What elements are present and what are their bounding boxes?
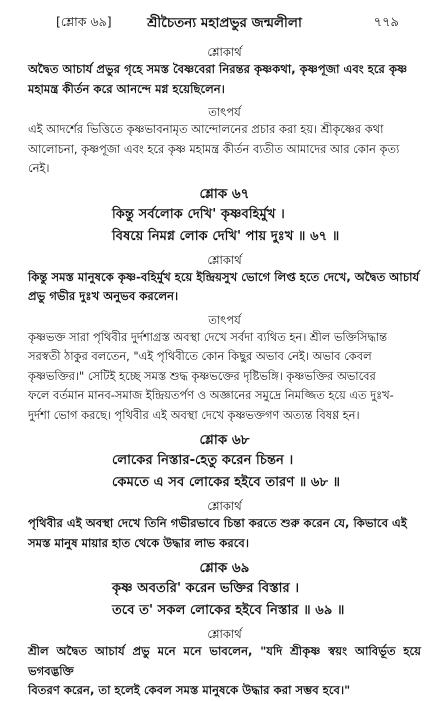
translation-line: মহামন্ত্র কীর্তন করে আনন্দে মগ্ন হয়েছিলেন।	[28, 81, 225, 96]
section-label: শ্লোকার্থ	[207, 627, 242, 641]
purport-line: কৃষ্ণভক্ত সারা পৃথিবীর দুর্দশাগ্রস্ত অবস্থা দেখে সর্বদা ব্যথিত হন। শ্রীল ভক্তিসিদ্ধান্ত	[28, 329, 387, 344]
section-label: শ্লোক ৬৯	[199, 560, 250, 576]
purport-line: ফলে বর্তমান মানব-সমাজ ইন্দ্রিয়তর্পণ ও অজ্ঞানের সমুদ্রে নিমজ্জিত হয়ে এত দুঃখ-	[28, 388, 394, 402]
section-label: শ্লোকার্থ	[207, 45, 242, 59]
verse-line: কেমতে এ সব লোকের হইবে তারণ ॥ ৬৮ ॥	[112, 475, 341, 490]
section-label: তাৎপর্য	[208, 105, 241, 119]
section-label: শ্লোকার্থ	[207, 252, 242, 267]
translation-line: বিতরণ করেন, তা হলেই কেবল সমস্ত মানুষকে উদ্ধার করা সম্ভব হবে।"	[28, 683, 351, 697]
section-label: শ্লোকার্থ	[207, 499, 242, 513]
translation-line: প্রভু গভীর দুঃখ অনুভব করলেন।	[28, 289, 179, 303]
purport-line: নেই।	[28, 161, 50, 175]
translation-line: শ্রীল অদ্বৈত আচার্য প্রভু মনে মনে ভাবলেন, "যদি শ্রীকৃষ্ণ স্বয়ং আবির্ভূত হয়ে ভগবদ্ভক্তি	[28, 644, 421, 678]
translation-line: সমস্ত মানুষ মায়ার হাত থেকে উদ্ধার লাভ করবে।	[28, 535, 249, 550]
page-content	[28, 44, 421, 701]
purport-line: সরস্বতী ঠাকুর বলতেন, "এই পৃথিবীতে কোন কিছুর অভাব নেই। অভাব কেবল	[28, 349, 372, 363]
purport-line: এই আদর্শের ভিত্তিতে কৃষ্ণভাবনামৃত আন্দোলনের প্রচার করা হয়। শ্রীকৃষ্ণের কথা	[28, 122, 384, 136]
section-label: শ্লোক ৬৭	[199, 185, 250, 202]
purport-line: কৃষ্ণভক্তির।" সেটিই হচ্ছে সমস্ত শুদ্ধ কৃষ্ণভক্তের দৃষ্টিভঙ্গি। কৃষ্ণভক্তির অভাবের	[28, 368, 376, 383]
purport-line: দুর্দশা ভোগ করছে। পৃথিবীর এই অবস্থা দেখে কৃষ্ণভক্তগণ অত্যন্ত বিষণ্ণ হন।	[28, 407, 360, 422]
translation-line: অদ্বৈত আচার্য প্রভুর গৃহে সমস্ত বৈষ্ণবেরা নিরন্তর কৃষ্ণকথা, কৃষ্ণপূজা এবং হরে কৃষ্ণ	[28, 62, 408, 76]
section-label: তাৎপর্য	[208, 312, 241, 327]
translation-line: পৃথিবীর এই অবস্থা দেখে তিনি গভীরভাবে চিন্তা করতে শুরু করেন যে, কিভাবে এই	[28, 516, 407, 530]
verse-line: তবে ত' সকল লোকের হইবে নিস্তার ॥ ৬৯ ॥	[112, 603, 345, 618]
header-title: শ্রীচৈতন্য মহাপ্রভুর জন্মলীলা	[147, 15, 302, 31]
verse-line: বিষয়ে নিমগ্ন লোক দেখি' পায় দুঃখ ॥ ৬৭ ॥	[112, 228, 340, 244]
page-number: ৭৭৯	[373, 15, 399, 30]
verse-line: কৃষ্ণ অবতরি' করেন ভক্তির বিস্তার ।	[112, 581, 300, 596]
translation-line: কিন্তু সমস্ত মানুষকে কৃষ্ণ-বহির্মুখ হয়ে ইন্দ্রিয়সুখ ভোগে লিপ্ত হতে দেখে, অদ্বৈত আচার্য	[28, 269, 420, 284]
header-verse-ref: [শ্লোক ৬৯]	[56, 14, 112, 29]
verse-line: লোকের নিস্তার-হেতু করেন চিন্তন ।	[112, 453, 294, 468]
verse-line: কিন্তু সর্বলোক দেখি' কৃষ্ণবহির্মুখ ।	[112, 206, 285, 222]
page-header	[28, 0, 421, 40]
section-label: শ্লোক ৬৮	[199, 432, 250, 448]
purport-line: আলোচনা, কৃষ্ণপূজা এবং হরে কৃষ্ণ মহামন্ত্র কীর্তন ব্যতীত আমাদের আর কোন কৃত্য	[28, 141, 400, 156]
